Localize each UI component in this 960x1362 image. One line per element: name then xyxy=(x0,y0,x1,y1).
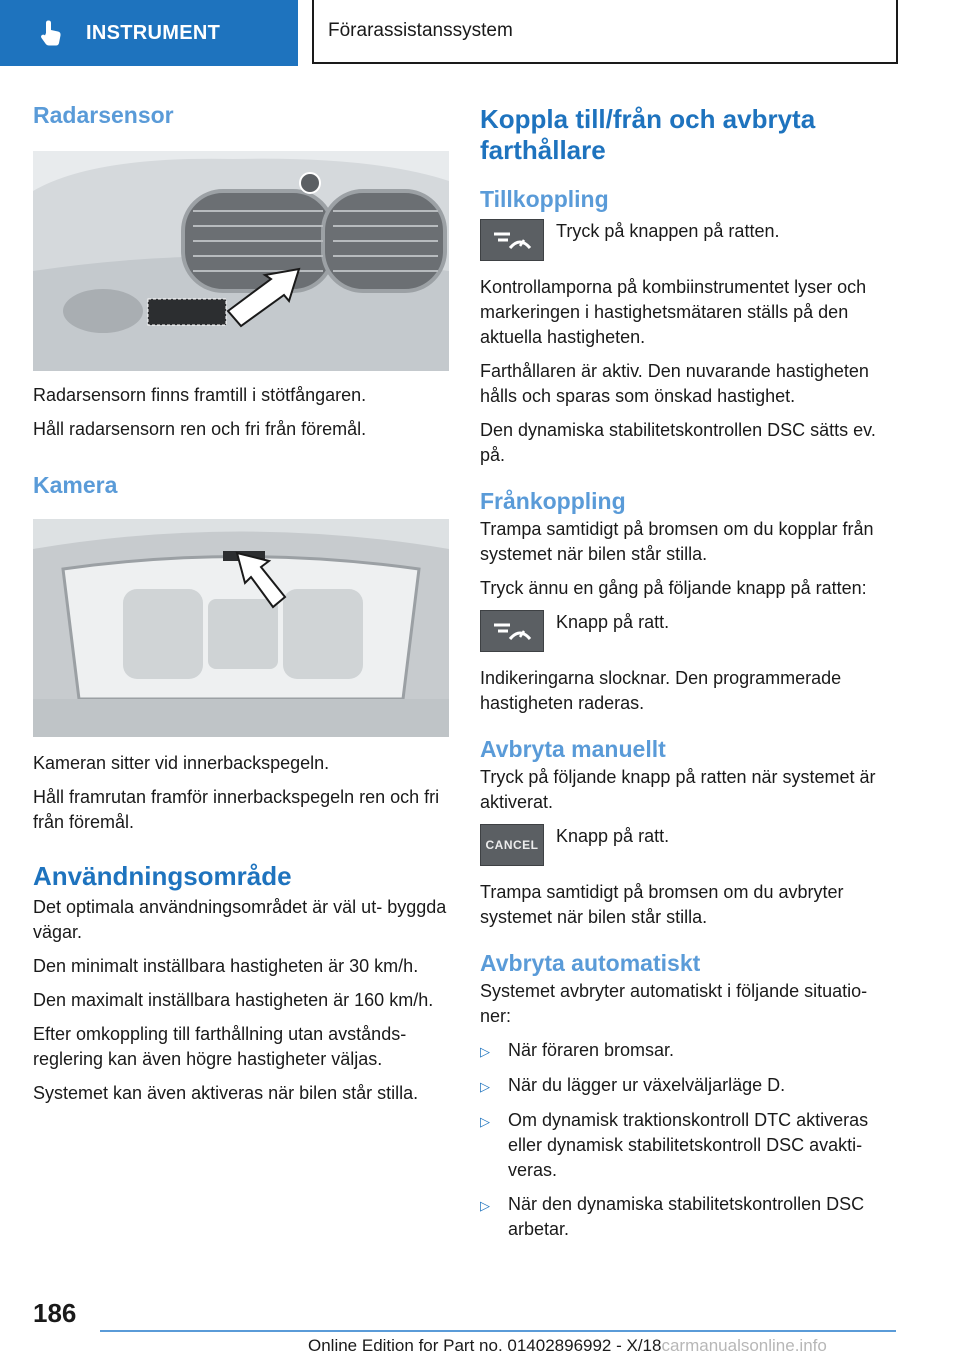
usage-text-2: Den minimalt inställbara hastigheten är 30 km/h. xyxy=(33,956,419,976)
list-item xyxy=(480,1073,896,1099)
camera-text-2: Håll framrutan framför innerbackspegeln ren och fri från föremål. xyxy=(33,787,440,832)
triangle-bullet-icon: ▷ xyxy=(480,1198,490,1213)
switch-off-text-3: Indikeringarna slocknar. Den programmerade hastigheten raderas. xyxy=(480,668,842,713)
cruise-button-row-1 xyxy=(480,219,896,261)
chapter-title: Förarassistanssystem xyxy=(328,20,513,41)
list-item xyxy=(480,1108,896,1183)
hand-pointer-icon xyxy=(36,18,66,48)
cancel-auto-heading: Avbryta automatiskt xyxy=(480,950,701,976)
cancel-manual-text-2: Trampa samtidigt på bromsen om du avbryter systemet när bilen står stilla. xyxy=(480,882,844,927)
footer-watermark: carmanualsonline.info xyxy=(661,1336,827,1355)
list-item-text: Om dynamisk traktionskontroll DTC aktiveras eller dynamisk stabilitetskontroll DSC avakti‐ veras. xyxy=(508,1110,869,1180)
switch-on-text-1: Kontrollamporna på kombiinstrumentet lyser och markeringen i hastighetsmätaren ställs på den aktuella hastigheten. xyxy=(480,277,867,347)
list-item-text: När föraren bromsar. xyxy=(508,1040,675,1060)
triangle-bullet-icon: ▷ xyxy=(480,1044,490,1059)
triangle-bullet-icon: ▷ xyxy=(480,1114,490,1129)
radar-text-2: Håll radarsensorn ren och fri från föremål. xyxy=(33,419,367,439)
usage-heading: Användningsområde xyxy=(33,861,292,891)
cruise-control-button-icon xyxy=(480,219,544,261)
cancel-auto-list xyxy=(480,1038,896,1242)
cancel-manual-instruction: Knapp på ratt. xyxy=(556,826,670,846)
switch-off-heading: Frånkoppling xyxy=(480,488,626,514)
camera-image xyxy=(33,519,449,737)
cruise-button-row-2 xyxy=(480,610,896,652)
cancel-manual-text-1: Tryck på följande knapp på ratten när systemet är aktiverat. xyxy=(480,767,876,812)
triangle-bullet-icon: ▷ xyxy=(480,1079,490,1094)
chapter-header xyxy=(312,0,898,64)
switch-on-instruction: Tryck på knappen på ratten. xyxy=(556,221,780,241)
switch-off-instruction: Knapp på ratt. xyxy=(556,612,670,632)
switch-off-text-1: Trampa samtidigt på bromsen om du kopplar från systemet när bilen står stilla. xyxy=(480,519,874,564)
usage-text-4: Efter omkoppling till farthållning utan avstånds‐ reglering kan även högre hastigheter väljas. xyxy=(33,1024,407,1069)
radar-sensor-image xyxy=(33,151,449,371)
list-item xyxy=(480,1192,896,1242)
footer-divider xyxy=(100,1330,896,1332)
page-number: 186 xyxy=(33,1298,77,1328)
switch-off-text-2: Tryck ännu en gång på följande knapp på ratten: xyxy=(480,578,867,598)
list-item-text: När du lägger ur växelväljarläge D. xyxy=(508,1075,786,1095)
cancel-button-icon: CANCEL xyxy=(480,824,544,866)
list-item-text: När den dynamiska stabilitetskontrollen DSC arbetar. xyxy=(508,1194,865,1239)
usage-text-5: Systemet kan även aktiveras när bilen står stilla. xyxy=(33,1083,419,1103)
usage-text-3: Den maximalt inställbara hastigheten är 160 km/h. xyxy=(33,990,434,1010)
cancel-button-row xyxy=(480,824,896,866)
cancel-manual-heading: Avbryta manuellt xyxy=(480,736,666,762)
switch-on-text-2: Farthållaren är aktiv. Den nuvarande hastigheten hålls och sparas som önskad hastighet. xyxy=(480,361,869,406)
switch-on-heading: Tillkoppling xyxy=(480,186,609,212)
footer-edition-text: Online Edition for Part no. 01402896992 - X/18 xyxy=(308,1336,662,1355)
cancel-auto-text-1: Systemet avbryter automatiskt i följande situatio‐ ner: xyxy=(480,981,868,1026)
section-label: INSTRUMENT xyxy=(86,21,221,44)
usage-text-1: Det optimala användningsområdet är väl ut‐ byggda vägar. xyxy=(33,897,447,942)
switch-on-text-3: Den dynamiska stabilitetskontrollen DSC sätts ev. på. xyxy=(480,420,876,465)
radar-heading: Radarsensor xyxy=(33,102,174,128)
cruise-control-heading: Koppla till/från och avbryta farthållare xyxy=(480,104,816,165)
left-column xyxy=(33,100,449,1115)
section-tab[interactable] xyxy=(0,0,298,66)
footer-edition xyxy=(308,1336,827,1356)
camera-text-1: Kameran sitter vid innerbackspegeln. xyxy=(33,753,330,773)
camera-heading: Kamera xyxy=(33,472,118,498)
cruise-control-button-icon xyxy=(480,610,544,652)
right-column xyxy=(480,100,896,1251)
list-item xyxy=(480,1038,896,1064)
radar-text-1: Radarsensorn finns framtill i stötfångaren. xyxy=(33,385,367,405)
